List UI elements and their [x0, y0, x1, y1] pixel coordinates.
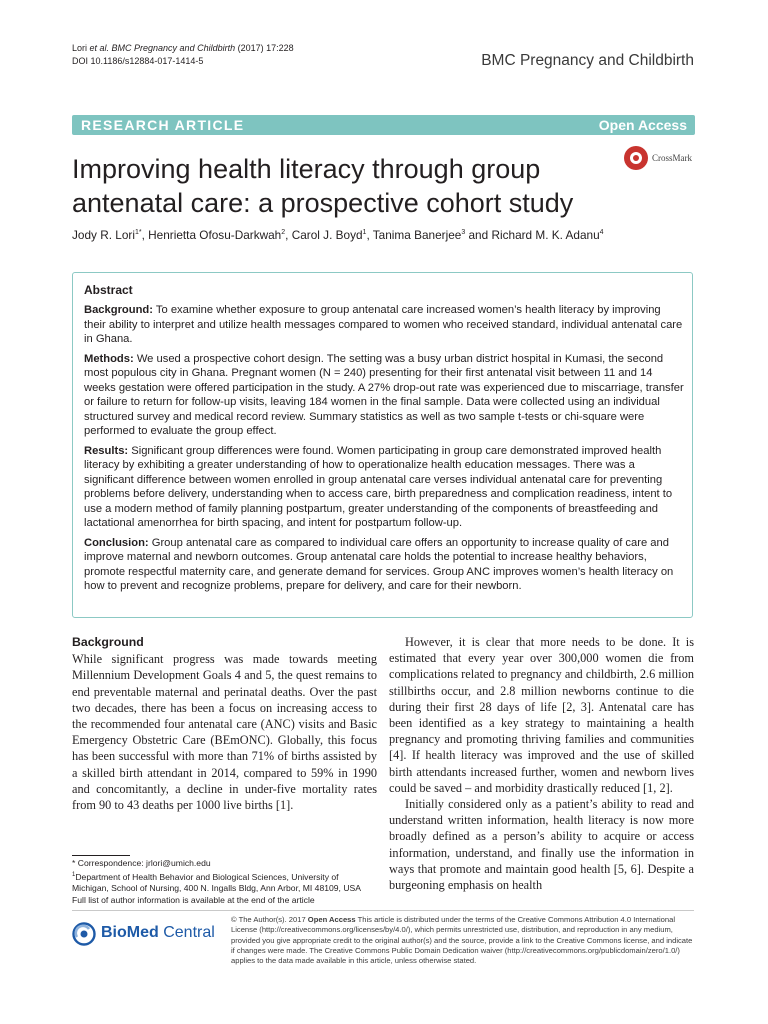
- body-paragraph: While significant progress was made towards meeting Millennium Development Goals 4 and 5, the quest remains to end preventable maternal and perinatal deaths. Over the past two decades, there has been a focus on increasing access to the recommended four antenatal care (ANC) visits and Basic Emergency Obstetric Care (BEmONC). Globally, this focus has been successful with more than 71% of births assisted by a skilled birth attendant in 2014, compared to 59% in 1990 and concomitantly, a decline in under-five mortality rates from 90 to 43 deaths per 1000 live births [1].: [72, 652, 377, 813]
- crossmark-icon: [624, 146, 648, 170]
- crossmark-label: CrossMark: [652, 153, 692, 163]
- body-column-left: [72, 634, 377, 813]
- footnotes: [72, 858, 377, 906]
- author[interactable]: Richard M. K. Adanu$^4$: [491, 228, 604, 242]
- logo-wordmark: BioMed Central: [101, 924, 215, 941]
- cite-year: (2017) 17:228: [235, 43, 294, 53]
- open-access-label: Open Access: [598, 117, 687, 133]
- author[interactable]: Carol J. Boyd$^1$: [291, 228, 367, 242]
- cite-author: Lori: [72, 43, 90, 53]
- license-divider: [72, 910, 694, 911]
- citation-line: [72, 42, 294, 55]
- biomed-central-logo-icon: [72, 922, 96, 946]
- body-paragraph: Initially considered only as a patient’s ability to read and understand written information, health literacy is now more broadly defined as a person’s ability to acquire or access information, understand, and finally use the information in ways that promote and maintain good health [5, 6]. Despite a burgeoning emphasis on health: [389, 797, 694, 893]
- abstract-conclusion: Conclusion: Group antenatal care as compared to individual care offers an opportunity to increase quality of care and improve maternal and newborn outcomes. Group antenatal care holds the potential to increase healthy behaviors, promote respectful maternity care, and generate demand for services. Group ANC improves women’s health literacy on how to prevent and recognize problems, prepare for delivery, and care for their newborn.: [84, 536, 674, 592]
- author-list: Jody R. Lori$^{1*}$, Henrietta Ofosu-Darkwah$^2$, Carol J. Boyd$^1$, Tanima Banerjee$^3$ and Richard M. K. Adanu$^4$: [72, 228, 604, 242]
- article-title: Improving health literacy through group antenatal care: a prospective cohort study: [72, 154, 574, 218]
- correspondence: * Correspondence: jrlori@umich.edu: [72, 858, 211, 868]
- footnote-divider: [72, 855, 130, 856]
- abstract-methods: Methods: We used a prospective cohort design. The setting was a busy urban district hospital in Kumasi, the second most populous city in Ghana. Pregnant women (N = 240) presenting for their first antenatal visit between 11 and 14 weeks gestation were offered participation in the study. A 27% drop-out rate was experienced due to miscarriage, transfer or failure to return for follow-up visits, leaving 184 women in the final sample. Data were collected using an individual structured survey and medical record review. Summary statistics as well as two sample t-tests or chi-square were performed to evaluate the group effect.: [84, 352, 684, 437]
- affiliation: $^1$Department of Health Behavior and Biological Sciences, University of Michigan, School of Nursing, 400 N. Ingalls Bldg, Ann Arbor, MI 48109, USA: [72, 871, 362, 894]
- citation-header: [72, 42, 294, 68]
- biomed-central-logo: [72, 920, 220, 948]
- abstract-heading: Abstract: [84, 283, 133, 297]
- article-type-banner: [72, 115, 695, 135]
- section-heading: Background: [72, 635, 144, 649]
- license-statement: © The Author(s). 2017 Open Access This article is distributed under the terms of the Creative Commons Attribution 4.0 International License (http://creativecommons.org/licenses/by/4.0/), which permits unrestricted use, distribution, and reproduction in any medium, provided you give appropriate credit to the original author(s) and the source, provide a link to the Creative Commons license, and indicate if changes were made. The Creative Commons Public Domain Dedication waiver (http://creativecommons.org/publicdomain/zero/1.0/) applies to the data made available in this article, unless otherwise stated.: [231, 915, 693, 966]
- cite-journal: et al. BMC Pregnancy and Childbirth: [89, 43, 236, 53]
- article-type: RESEARCH ARTICLE: [81, 117, 245, 133]
- journal-name: BMC Pregnancy and Childbirth: [481, 52, 694, 69]
- doi[interactable]: DOI 10.1186/s12884-017-1414-5: [72, 56, 204, 66]
- abstract-box: [72, 272, 693, 618]
- abstract-results: Results: Significant group differences were found. Women participating in group care demonstrated improved health literacy by exhibiting a greater understanding of how to operationalize health education messages. There was a significant difference between women enrolled in group antenatal care verses individual antenatal care for preventing problems before delivery, understanding when to access care, birth preparedness and complication readiness, intent to use a modern method of family planning postpartum, greater understanding of the components of breastfeeding and lactational amenorrhea for birth spacing, and intent for postpartum follow-up.: [84, 444, 673, 529]
- body-paragraph: However, it is clear that more needs to be done. It is estimated that every year over 300,000 women die from complications related to pregnancy and childbirth, 2.6 million stillbirths occur, and 2.8 million newborns continue to die during their first 28 days of life [2, 3]. Antenatal care has been identified as a key strategy to maintaining a health pregnancy and promoting thriving families and communities [4]. If health literacy was improved and the use of skilled birth attendants increased further, women and newborn lives could be saved – and morbidity drastically reduced [1, 2].: [389, 635, 694, 795]
- author[interactable]: Jody R. Lori$^{1*}$: [72, 228, 142, 242]
- author-info-note: Full list of author information is available at the end of the article: [72, 894, 315, 905]
- author[interactable]: Tanima Banerjee$^3$: [372, 228, 466, 242]
- body-column-right: [389, 634, 694, 893]
- crossmark-badge[interactable]: [624, 146, 704, 174]
- abstract-background: Background: To examine whether exposure to group antenatal care increased women’s health literacy by improving their ability to interpret and utilize health messages compared to women who received standard, individual antenatal care in Ghana.: [84, 304, 683, 345]
- author[interactable]: Henrietta Ofosu-Darkwah$^2$: [148, 228, 286, 242]
